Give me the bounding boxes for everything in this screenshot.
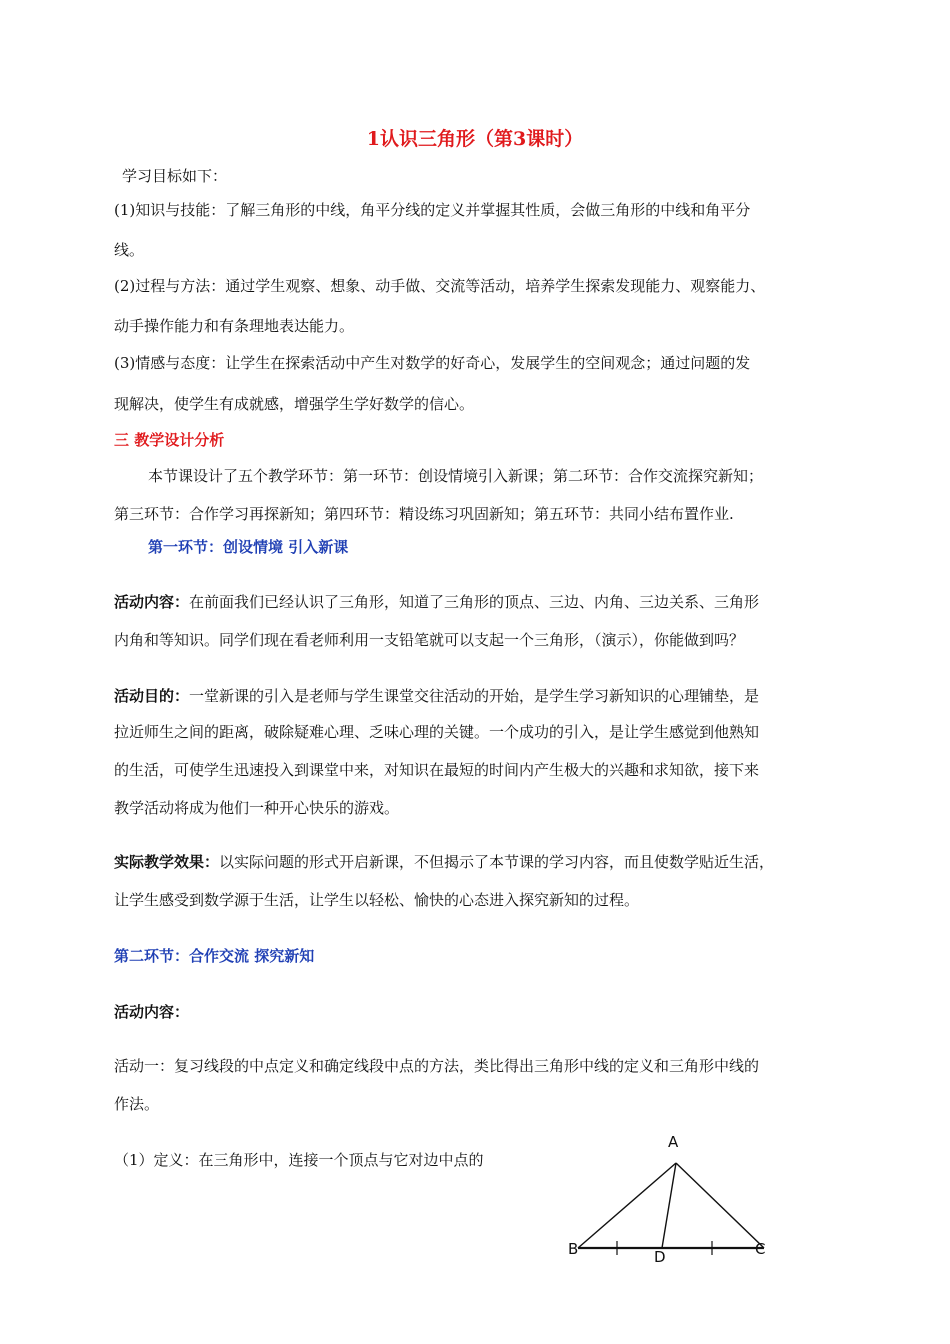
step-1-purpose-label: 活动目的： xyxy=(114,687,190,705)
objectives-heading: 学习目标如下： xyxy=(122,167,228,185)
step-1-purpose-line-1 xyxy=(114,686,759,706)
triangle-side-ac xyxy=(676,1163,764,1248)
vertex-label-b: B xyxy=(568,1240,579,1258)
step-2-activity-1-line-2: 作法。 xyxy=(114,1095,160,1113)
objective-3-line-1: (3)情感与态度：让学生在探索活动中产生对数学的好奇心，发展学生的空间观念；通过问题的发 xyxy=(114,354,751,372)
objective-2-line-1: (2)过程与方法：通过学生观察、想象、动手做、交流等活动，培养学生探索发现能力、观察能力、 xyxy=(114,277,766,295)
step-1-content-text: 在前面我们已经认识了三角形，知道了三角形的顶点、三边、内角、三边关系、三角形 xyxy=(189,593,760,611)
section-3-paragraph-line-2: 第三环节：合作学习再探新知；第四环节：精设练习巩固新知；第五环节：共同小结布置作业. xyxy=(114,505,734,523)
step-1-purpose-line-4: 教学活动将成为他们一种开心快乐的游戏。 xyxy=(114,799,400,817)
objective-2-line-2: 动手操作能力和有条理地表达能力。 xyxy=(114,317,355,335)
step-2-activity-1-line-1: 活动一：复习线段的中点定义和确定线段中点的方法，类比得出三角形中线的定义和三角形中线的 xyxy=(114,1057,760,1075)
step-2-content-label: 活动内容： xyxy=(114,1003,190,1021)
step-1-effect-text: 以实际问题的形式开启新课，不但揭示了本节课的学习内容，而且使数学贴近生活， xyxy=(219,853,775,871)
point-label-d: D xyxy=(654,1248,666,1266)
triangle-median-figure xyxy=(560,1128,780,1268)
section-3-heading: 三 教学设计分析 xyxy=(114,431,225,449)
step-2-heading: 第二环节：合作交流 探究新知 xyxy=(114,947,315,965)
step-1-effect-label: 实际教学效果： xyxy=(114,853,220,871)
step-1-heading: 第一环节：创设情境 引入新课 xyxy=(148,538,349,556)
step-1-effect-line-2: 让学生感受到数学源于生活，让学生以轻松、愉快的心态进入探究新知的过程。 xyxy=(114,891,640,909)
triangle-median-ad xyxy=(662,1163,676,1248)
objective-1-line-2: 线。 xyxy=(114,241,145,259)
step-1-content-line-1 xyxy=(114,592,759,612)
step-1-purpose-line-3: 的生活，可使学生迅速投入到课堂中来，对知识在最短的时间内产生极大的兴趣和求知欲，接下来 xyxy=(114,761,760,779)
step-1-purpose-text: 一堂新课的引入是老师与学生课堂交往活动的开始，是学生学习新知识的心理铺垫，是 xyxy=(189,687,760,705)
triangle-side-ab xyxy=(578,1163,676,1248)
step-2-definition-line: （1）定义：在三角形中，连接一个顶点与它对边中点的 xyxy=(114,1151,484,1169)
vertex-label-c: C xyxy=(755,1240,766,1258)
step-1-content-line-2: 内角和等知识。同学们现在看老师利用一支铅笔就可以支起一个三角形，（演示），你能做到吗？ xyxy=(114,631,745,649)
objective-1-line-1: (1)知识与技能：了解三角形的中线，角平分线的定义并掌握其性质，会做三角形的中线和角平分 xyxy=(114,201,751,219)
objective-3-line-2: 现解决，使学生有成就感，增强学生学好数学的信心。 xyxy=(114,395,475,413)
vertex-label-a: A xyxy=(668,1133,679,1151)
section-3-paragraph-line-1: 本节课设计了五个教学环节：第一环节：创设情境引入新课；第二环节：合作交流探究新知； xyxy=(148,467,764,485)
step-1-content-label: 活动内容： xyxy=(114,593,190,611)
page-title: 1认识三角形（第3课时） xyxy=(366,128,584,150)
step-1-effect-line-1 xyxy=(114,852,774,872)
step-1-purpose-line-2: 拉近师生之间的距离，破除疑难心理、乏味心理的关键。一个成功的引入，是让学生感觉到他熟知 xyxy=(114,723,760,741)
